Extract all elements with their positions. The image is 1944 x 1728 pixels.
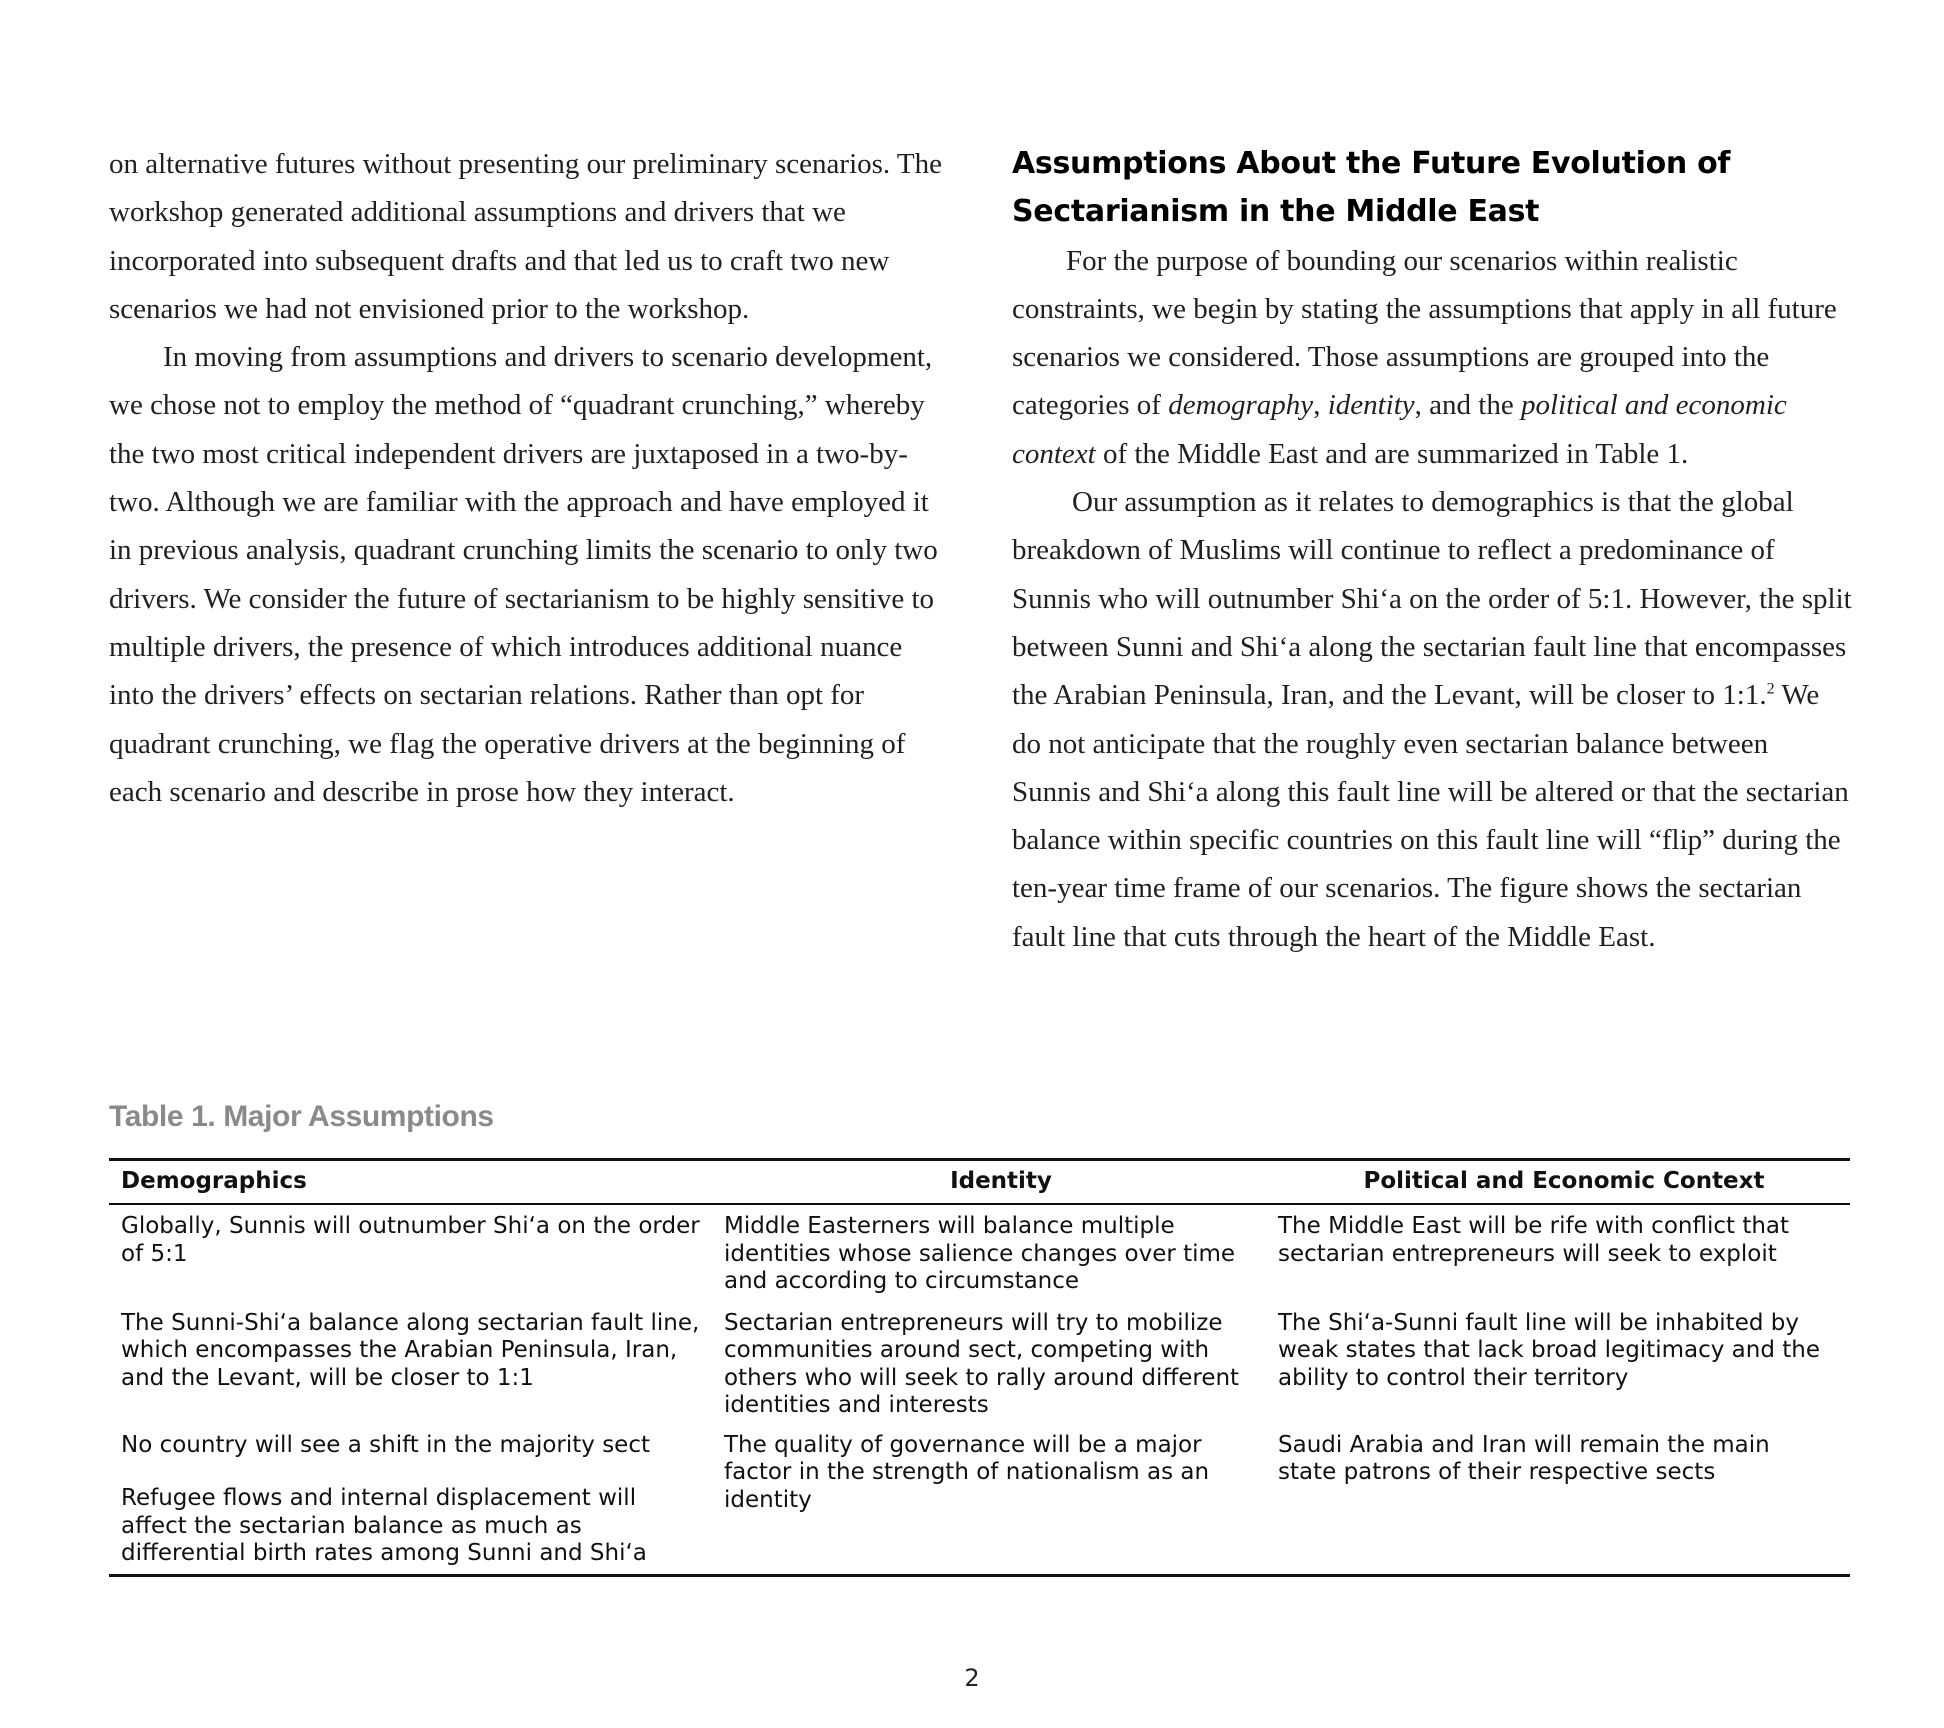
right-column — [1012, 140, 1852, 961]
table-row — [109, 1213, 1850, 1296]
cell-identity: Sectarian entrepreneurs will try to mobilize communities around sect, competing with others who will seek to rally around different identities and interests — [724, 1309, 1240, 1418]
cell-identity: The quality of governance will be a major factor in the strength of nationalism as an identity — [724, 1431, 1210, 1513]
p1-text-b: , — [1313, 389, 1328, 422]
p1-em-identity: identity — [1327, 389, 1415, 422]
demographics-item: Refugee flows and internal displacement will affect the sectarian balance as much as differential birth rates among Sunni and Shi‘a — [121, 1485, 647, 1566]
left-column — [109, 140, 949, 816]
header-demographics: Demographics — [121, 1168, 307, 1195]
cell-political: Saudi Arabia and Iran will remain the main state patrons of their respective sects — [1278, 1431, 1770, 1485]
p2-text-a: Our assumption as it relates to demographics is that the global breakdown of Muslims will continue to reflect a predominance of Sunnis who will outnumber Shi‘a on the order of 5:1. However, the split between Sunni and Shi‘a along the sectarian fault line that encompasses the Arabian Peninsula, Iran, and the Levant, will be closer to 1:1. — [1012, 486, 1852, 712]
cell-demographics: Globally, Sunnis will outnumber Shi‘a on the order of 5:1 — [121, 1213, 700, 1267]
table-row — [109, 1432, 1850, 1574]
left-paragraph-1: on alternative futures without presenting our preliminary scenarios. The workshop generated additional assumptions and drivers that we incorporated into subsequent drafts and that led us to craft two new scenarios we had not envisioned prior to the workshop. — [109, 148, 942, 325]
table-row — [109, 1310, 1850, 1422]
p2-text-b: We do not anticipate that the roughly even sectarian balance between Sunnis and Shi‘a along this fault line will be altered or that the sectarian balance within specific countries on this fault line will “flip” during the ten-year time frame of our scenarios. The figure shows the sectarian fault line that cuts through the heart of the Middle East. — [1012, 679, 1849, 953]
p1-em-demography: demography — [1168, 389, 1314, 422]
p1-text-c: , and the — [1414, 389, 1521, 422]
footnote-ref[interactable]: 2 — [1766, 680, 1775, 698]
header-identity: Identity — [950, 1168, 1052, 1195]
cell-demographics — [109, 1432, 724, 1568]
p1-text-d: of the Middle East and are summarized in Table 1. — [1095, 437, 1689, 470]
p1-em-political-context: political and economic context — [1012, 389, 1787, 470]
header-political-economic: Political and Economic Context — [1363, 1168, 1765, 1195]
table-title: Table 1. Major Assumptions — [109, 1100, 494, 1133]
cell-demographics: The Sunni-Shi‘a balance along sectarian fault line, which encompasses the Arabian Peninsula, Iran, and the Levant, will be closer to 1:1 — [121, 1309, 700, 1391]
cell-political: The Shi‘a-Sunni fault line will be inhabited by weak states that lack broad legitimacy and the ability to control their territory — [1278, 1309, 1820, 1391]
section-heading: Assumptions About the Future Evolution of Sectarianism in the Middle East — [1012, 146, 1731, 230]
right-paragraph-2 — [1012, 478, 1852, 961]
demographics-item: No country will see a shift in the majority sect — [121, 1431, 650, 1458]
right-paragraph-1 — [1012, 237, 1852, 478]
cell-political: The Middle East will be rife with conflict that sectarian entrepreneurs will seek to exploit — [1278, 1213, 1790, 1267]
cell-identity: Middle Easterners will balance multiple identities whose salience changes over time and according to circumstance — [724, 1213, 1236, 1294]
page-number: 2 — [964, 1664, 980, 1692]
p1-text-a: For the purpose of bounding our scenarios within realistic constraints, we begin by stating the assumptions that apply in all future scenarios we considered. Those assumptions are grouped into the categories of — [1012, 244, 1837, 422]
table-header-row — [109, 1161, 1850, 1205]
assumptions-table — [109, 1158, 1850, 1577]
left-paragraph-2: In moving from assumptions and drivers to scenario development, we chose not to employ the method of “quadrant crunching,” whereby the two most critical independent drivers are juxtaposed in a two-by-two. Although we are familiar with the approach and have employed it in previous analysis, quadrant crunching limits the scenario to only two drivers. We consider the future of sectarianism to be highly sensitive to multiple drivers, the presence of which introduces additional nuance into the drivers’ effects on sectarian relations. Rather than opt for quadrant crunching, we flag the operative drivers at the beginning of each scenario and describe in prose how they interact. — [109, 341, 938, 808]
